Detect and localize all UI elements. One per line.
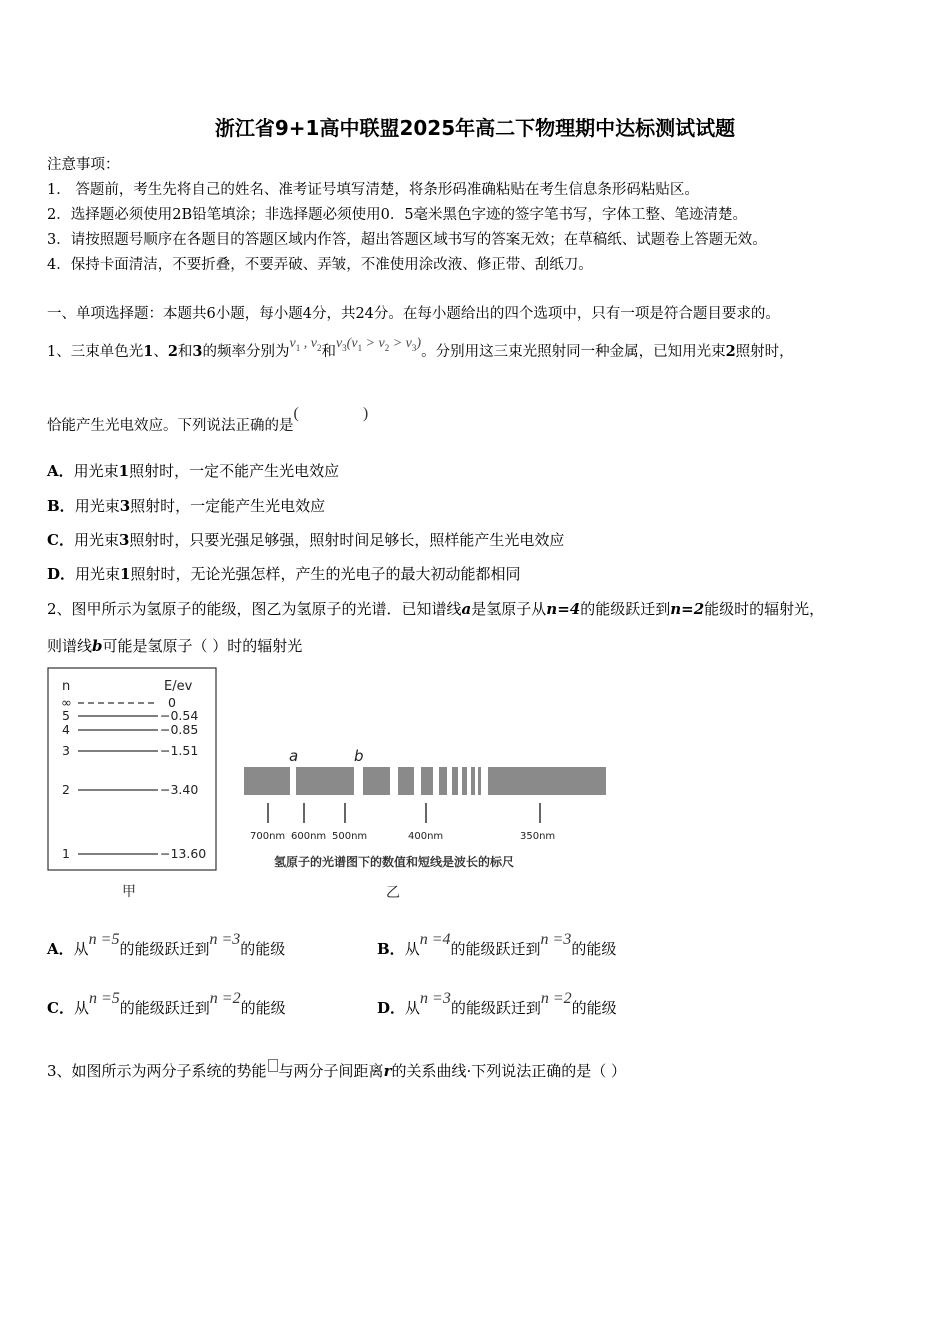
spectrum-band bbox=[296, 767, 354, 795]
level-n: 4 bbox=[62, 722, 70, 737]
q1-option-b[interactable]: B．用光束3照射时，一定能产生光电效应 bbox=[47, 497, 326, 515]
spectrum-band bbox=[462, 767, 467, 795]
level-energy: −13.60 bbox=[160, 846, 207, 861]
wavelength-label: 400nm bbox=[408, 831, 444, 842]
spectrum-band bbox=[439, 767, 447, 795]
caption-yi: 乙 bbox=[386, 885, 400, 901]
question-1-line-2: 恰能产生光电效应。下列说法正确的是( ) bbox=[47, 405, 399, 434]
notice-item: 3．请按照题号顺序在各题目的答题区域内作答，超出答题区域书写的答案无效；在草稿纸、试题卷上答题无效。 bbox=[47, 232, 767, 248]
wavelength-label: 350nm bbox=[520, 831, 556, 842]
notice-item: 2．选择题必须使用2B铅笔填涂；非选择题必须使用0．5毫米黑色字迹的签字笔书写，字体工整、笔迹清楚。 bbox=[47, 207, 748, 223]
level-energy: −0.54 bbox=[160, 708, 199, 723]
header-n: n bbox=[62, 679, 71, 694]
spectrum-band bbox=[421, 767, 433, 795]
q2-option-b[interactable]: B．从n =4的能级跃迁到n =3的能级 bbox=[377, 931, 617, 958]
level-n: 1 bbox=[62, 846, 70, 861]
wavelength-ticks bbox=[268, 803, 540, 823]
wavelength-label: 500nm bbox=[332, 831, 368, 842]
question-3: 3、如图所示为两分子系统的势能 与两分子间距离r的关系曲线·下列说法正确的是（ ） bbox=[47, 1059, 626, 1081]
level-n: ∞ bbox=[61, 696, 72, 711]
spectrum-band bbox=[478, 767, 481, 795]
formula-v3-relation: $v_3(v_1 > v_2 > v_3)$ bbox=[335, 336, 422, 353]
spectrum-band bbox=[244, 767, 290, 795]
spectrum-band bbox=[363, 767, 390, 795]
q2-option-c[interactable]: C．从n =5的能级跃迁到n =2的能级 bbox=[47, 990, 286, 1017]
header-energy: E/ev bbox=[164, 679, 193, 694]
hydrogen-figure bbox=[40, 660, 620, 905]
q1-option-c[interactable]: C．用光束3照射时，只要光强足够强，照射时间足够长，照样能产生光电效应 bbox=[47, 531, 565, 549]
level-n: 2 bbox=[62, 782, 70, 797]
spectrum-label-b: b bbox=[354, 747, 364, 765]
formula-v1-v2: $v_1$ , $v_2$ bbox=[289, 336, 322, 353]
spectrum-caption: 氢原子的光谱图下的数值和短线是波长的标尺 bbox=[274, 855, 515, 869]
energy-level-box bbox=[48, 668, 216, 870]
question-1-line-1: 1、三束单色光1、2和3的频率分别为$v_1$ , $v_2$和$v_3(v_1 > v_2 > v_3)$。分别用这三束光照射同一种金属，已知用光束2照射时， bbox=[47, 336, 794, 360]
spectrum-band bbox=[471, 767, 475, 795]
question-2-line-1: 2、图甲所示为氢原子的能级，图乙为氢原子的光谱．已知谱线a是氢原子从n=4的能级跃迁到n=2能级时的辐射光， bbox=[47, 600, 825, 618]
level-energy: 0 bbox=[168, 695, 176, 710]
spectrum-band bbox=[452, 767, 458, 795]
question-2-line-2: 则谱线b可能是氢原子（ ）时的辐射光 bbox=[47, 637, 303, 655]
page-title: 浙江省9+1高中联盟2025年高二下物理期中达标测试试题 bbox=[214, 116, 736, 140]
notice-heading: 注意事项： bbox=[47, 157, 120, 173]
level-n: 3 bbox=[62, 743, 70, 758]
q2-option-d[interactable]: D．从n =3的能级跃迁到n =2的能级 bbox=[377, 990, 617, 1017]
wavelength-label: 600nm bbox=[291, 831, 327, 842]
level-energy: −0.85 bbox=[160, 722, 199, 737]
missing-glyph-icon bbox=[268, 1059, 278, 1072]
notice-item: 1． 答题前，考生先将自己的姓名、准考证号填写清楚，将条形码准确粘贴在考生信息条形码粘贴区。 bbox=[47, 182, 699, 198]
spectrum-label-a: a bbox=[289, 747, 299, 765]
section-heading: 一、单项选择题：本题共6小题，每小题4分，共24分。在每小题给出的四个选项中，只有一项是符合题目要求的。 bbox=[47, 306, 780, 322]
spectrum-bands bbox=[244, 767, 606, 795]
spectrum-band bbox=[488, 767, 606, 795]
q2-option-a[interactable]: A．从n =5的能级跃迁到n =3的能级 bbox=[47, 931, 286, 958]
notice-item: 4．保持卡面清洁，不要折叠，不要弄破、弄皱，不准使用涂改液、修正带、刮纸刀。 bbox=[47, 257, 593, 273]
spectrum-band bbox=[398, 767, 414, 795]
wavelength-label: 700nm bbox=[250, 831, 286, 842]
level-energy: −3.40 bbox=[160, 782, 199, 797]
level-n: 5 bbox=[62, 708, 70, 723]
answer-blank: ( ) bbox=[293, 405, 399, 422]
caption-jia: 甲 bbox=[122, 884, 136, 900]
level-energy: −1.51 bbox=[160, 743, 199, 758]
q1-option-a[interactable]: A．用光束1照射时，一定不能产生光电效应 bbox=[47, 462, 340, 480]
q1-option-d[interactable]: D．用光束1照射时，无论光强怎样，产生的光电子的最大初动能都相同 bbox=[47, 565, 521, 583]
